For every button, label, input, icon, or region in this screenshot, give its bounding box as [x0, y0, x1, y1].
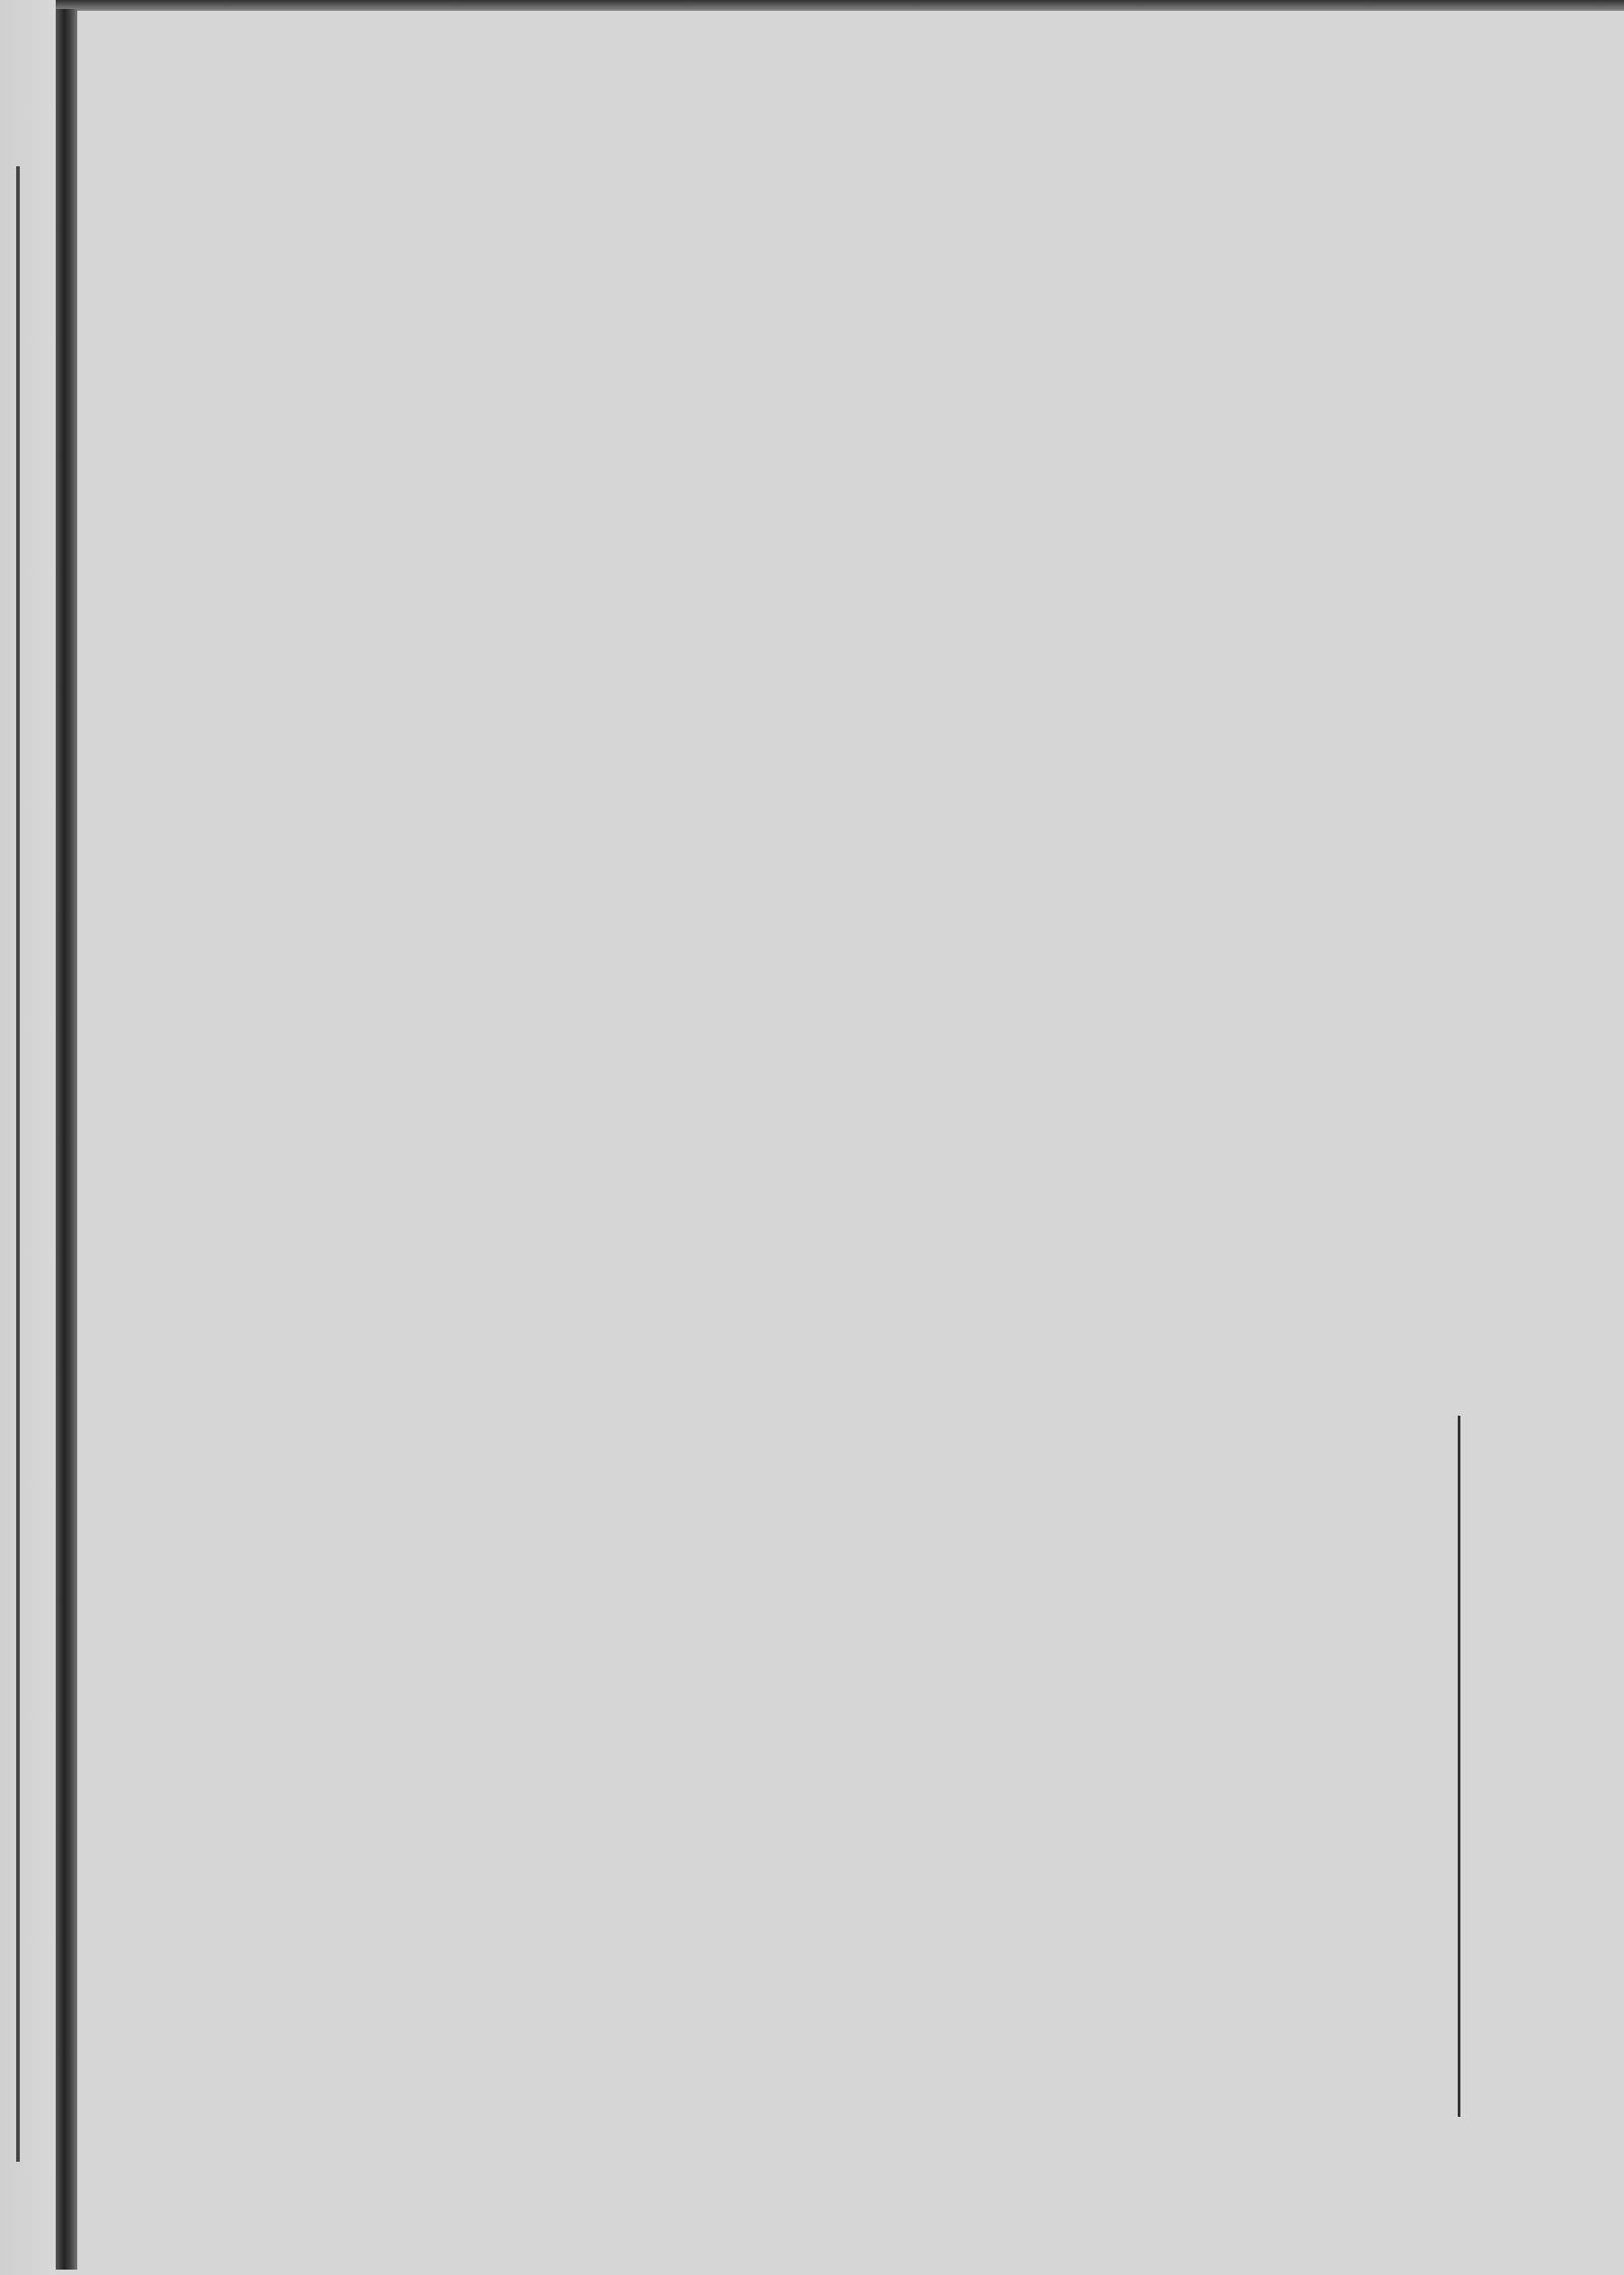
page-right-rule — [1458, 1416, 1460, 2117]
page-top-edge — [0, 0, 1624, 11]
book-gutter — [56, 9, 77, 2270]
previous-page-edge — [0, 0, 56, 2275]
previous-page-rule — [16, 166, 20, 2162]
